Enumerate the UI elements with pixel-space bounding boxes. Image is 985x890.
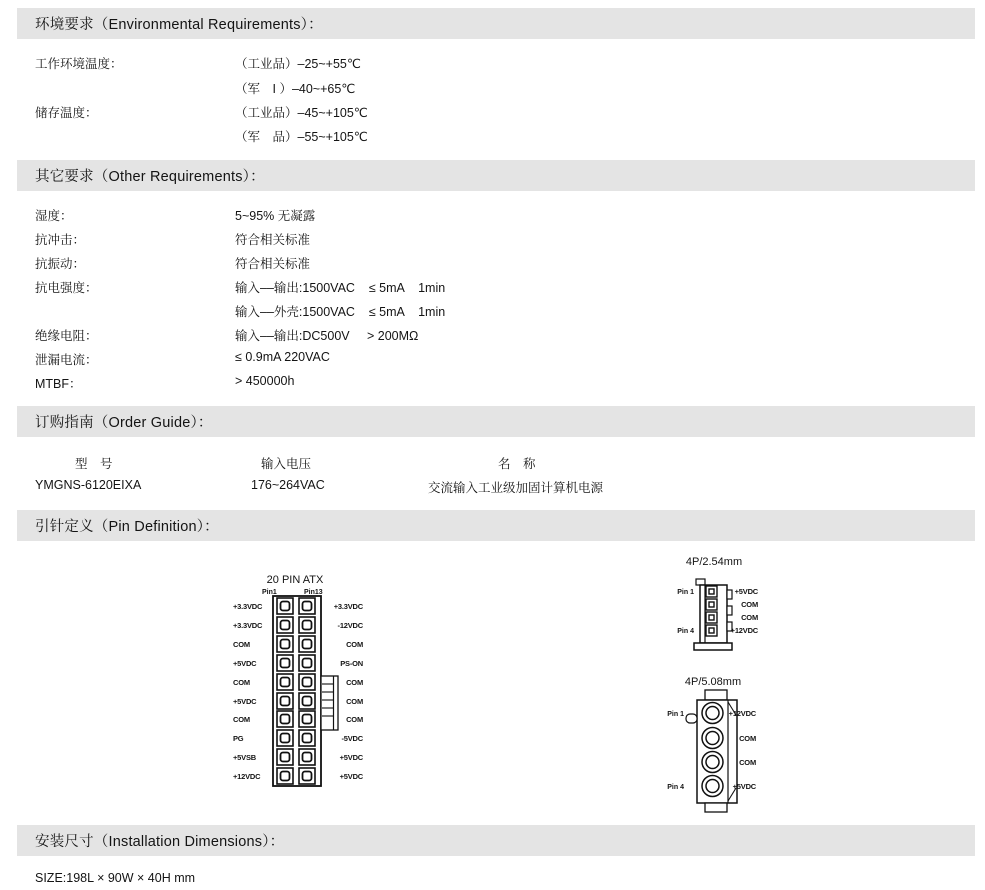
atx-title: 20 PIN ATX: [266, 574, 324, 586]
other-value-vibration: 符合相关标准: [235, 257, 311, 271]
atx-right-pin-label: COM: [346, 640, 363, 649]
atx-right-pin-label: -5VDC: [341, 734, 363, 743]
atx-right-pin-label: COM: [346, 678, 363, 687]
other-value-humidity: 5~95% 无凝露: [235, 209, 316, 223]
connector-2-54-pin-label: +12VDC: [730, 626, 758, 635]
connector-5-08-pin4-label: Pin 4: [667, 784, 684, 791]
atx-right-pin-label: +3.3VDC: [333, 602, 363, 611]
atx-left-pin-label: +5VDC: [233, 659, 257, 668]
connector-2-54-pin-label: COM: [741, 600, 758, 609]
atx-left-pin-label: +3.3VDC: [233, 602, 263, 611]
atx-left-pin-label: COM: [233, 678, 250, 687]
other-value-dielectric-case: 输入––外壳:1500VAC ≤ 5mA 1min: [235, 305, 446, 319]
order-col-name: 名 称: [498, 457, 536, 471]
other-label-shock: 抗冲击：: [35, 233, 86, 247]
connector-2-54-title: 4P/2.54mm: [685, 556, 743, 568]
section-title-order: 订购指南（Order Guide）：: [35, 415, 213, 431]
connector-2-54-figure: [640, 548, 820, 658]
connector-5-08-pin-label: COM: [739, 734, 756, 743]
connector-2-54-body: [694, 579, 732, 650]
atx-latch: [321, 676, 338, 730]
atx-left-pin-label: COM: [233, 640, 250, 649]
order-value-name: 交流输入工业级加固计算机电源: [428, 481, 604, 495]
env-value-storage-temp-industrial: （工业品）–45~+105℃: [235, 106, 368, 120]
other-value-shock: 符合相关标准: [235, 233, 311, 247]
env-value-storage-temp-military: （军 品）–55~+105℃: [235, 130, 368, 144]
section-header-other: [17, 160, 975, 191]
section-title-installation: 安装尺寸（Installation Dimensions）：: [35, 834, 285, 850]
connector-5-08-pin1-label: Pin 1: [667, 711, 684, 718]
section-header-pin-definition: [17, 510, 975, 541]
atx-left-pin-label: COM: [233, 715, 250, 724]
atx-connector-figure: [200, 568, 400, 813]
connector-2-54-pin-label: +5VDC: [734, 587, 758, 596]
section-header-order: [17, 406, 975, 437]
section-title-environmental: 环境要求（Environmental Requirements）：: [35, 17, 323, 33]
section-header-installation: [17, 825, 975, 856]
atx-right-pin-label: COM: [346, 715, 363, 724]
order-value-model: YMGNS-6120EIXA: [35, 478, 142, 492]
section-title-other: 其它要求（Other Requirements）：: [35, 169, 265, 185]
connector-5-08-figure: [640, 665, 820, 820]
other-value-insulation: 输入––输出:DC500V > 200MΩ: [235, 329, 419, 343]
connector-5-08-title: 4P/5.08mm: [684, 676, 742, 688]
order-col-voltage: 输入电压: [261, 457, 312, 471]
order-col-model: 型 号: [75, 457, 113, 471]
atx-left-pin-label: +5VSB: [233, 753, 256, 762]
other-value-dielectric-output: 输入––输出:1500VAC ≤ 5mA 1min: [235, 281, 446, 295]
connector-2-54-pin1-label: Pin 1: [677, 589, 694, 596]
other-label-humidity: 湿度：: [35, 209, 73, 223]
atx-left-pin-label: +3.3VDC: [233, 621, 263, 630]
atx-right-pin-label: PS-ON: [340, 659, 363, 668]
other-label-leakage: 泄漏电流：: [35, 353, 98, 367]
other-label-mtbf: MTBF：: [35, 377, 82, 391]
atx-pin13-label: Pin13: [304, 589, 323, 596]
atx-left-pin-label: +5VDC: [233, 697, 257, 706]
env-value-operating-temp-military: （军 I ）–40~+65℃: [235, 82, 356, 96]
connector-2-54-pin-label: COM: [741, 613, 758, 622]
atx-right-pin-label: -12VDC: [337, 621, 363, 630]
section-title-pin-definition: 引针定义（Pin Definition）：: [35, 519, 219, 535]
connector-5-08-pin-label: +12VDC: [728, 709, 756, 718]
env-label-storage-temp: 储存温度：: [35, 106, 98, 120]
atx-left-pin-label: PG: [233, 734, 244, 743]
connector-5-08-pin-label: +5VDC: [732, 782, 756, 791]
connector-2-54-pin4-label: Pin 4: [677, 628, 694, 635]
env-value-operating-temp-industrial: （工业品）–25~+55℃: [235, 57, 361, 71]
order-value-voltage: 176~264VAC: [251, 478, 325, 492]
atx-left-pin-label: +12VDC: [233, 772, 261, 781]
section-header-environmental: [17, 8, 975, 39]
other-label-insulation: 绝缘电阻：: [35, 329, 98, 343]
atx-pin1-label: Pin1: [262, 589, 277, 596]
env-label-operating-temp: 工作环境温度：: [35, 57, 123, 71]
other-label-vibration: 抗振动：: [35, 257, 86, 271]
installation-size-text: SIZE:198L × 90W × 40H mm: [35, 871, 196, 885]
atx-right-pin-label: +5VDC: [339, 772, 363, 781]
other-value-leakage: ≤ 0.9mA 220VAC: [235, 350, 330, 364]
atx-right-pin-label: +5VDC: [339, 753, 363, 762]
connector-5-08-pin-label: COM: [739, 758, 756, 767]
atx-right-pin-label: COM: [346, 697, 363, 706]
other-label-dielectric: 抗电强度：: [35, 281, 98, 295]
other-value-mtbf: > 450000h: [235, 374, 295, 388]
